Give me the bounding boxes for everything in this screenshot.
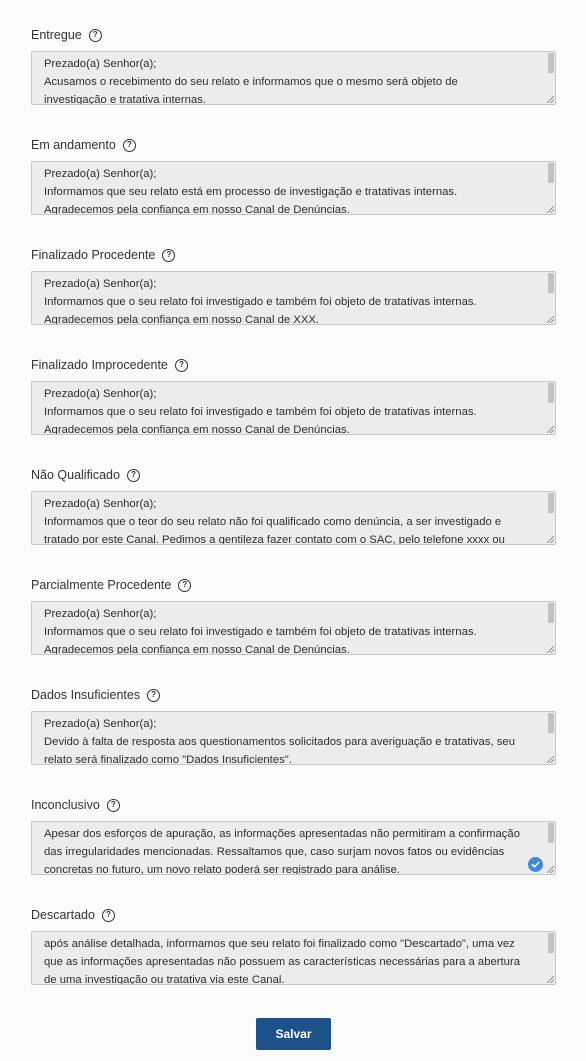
- field-finalizado-improcedente: [31, 355, 556, 435]
- message-textarea-parcialmente-procedente[interactable]: [31, 601, 556, 655]
- field-entregue: [31, 25, 556, 105]
- field-label-dados-insuficientes: Dados Insuficientes: [31, 688, 141, 702]
- message-text: Prezado(a) Senhor(a); Informamos que o seu relato foi investigado e também foi objeto de tratativas internas. Agradecemos pela confiança em nosso Canal de Denúncias.: [44, 388, 477, 435]
- help-icon[interactable]: ?: [102, 909, 115, 922]
- field-label-row: [31, 25, 556, 45]
- field-dados-insuficientes: [31, 685, 556, 765]
- resize-handle-icon[interactable]: [547, 866, 554, 873]
- scrollbar-thumb[interactable]: [548, 603, 554, 623]
- field-label-row: [31, 135, 556, 155]
- field-label-entregue: Entregue: [31, 28, 82, 42]
- message-text: Prezado(a) Senhor(a); Devido à falta de resposta aos questionamentos solicitados para averiguação e tratativas, seu relato será finalizado como "Dados Insuficientes".: [44, 718, 515, 765]
- help-icon[interactable]: ?: [175, 359, 188, 372]
- scrollbar-thumb[interactable]: [548, 933, 554, 953]
- field-em-andamento: [31, 135, 556, 215]
- scrollbar-thumb[interactable]: [548, 53, 554, 73]
- resize-handle-icon[interactable]: [547, 536, 554, 543]
- scrollbar-thumb[interactable]: [548, 383, 554, 403]
- message-textarea-finalizado-improcedente[interactable]: [31, 381, 556, 435]
- message-textarea-inconclusivo[interactable]: [31, 821, 556, 875]
- field-label-parcialmente-procedente: Parcialmente Procedente: [31, 578, 172, 592]
- help-icon[interactable]: ?: [123, 139, 136, 152]
- field-label-row: [31, 905, 556, 925]
- field-inconclusivo: [31, 795, 556, 875]
- scrollbar-thumb[interactable]: [548, 823, 554, 843]
- scrollbar-thumb[interactable]: [548, 713, 554, 733]
- field-label-finalizado-improcedente: Finalizado Improcedente: [31, 358, 168, 372]
- field-label-row: [31, 465, 556, 485]
- resize-handle-icon[interactable]: [547, 96, 554, 103]
- resize-handle-icon[interactable]: [547, 976, 554, 983]
- help-icon[interactable]: ?: [147, 689, 160, 702]
- resize-handle-icon[interactable]: [547, 756, 554, 763]
- scrollbar-thumb[interactable]: [548, 273, 554, 293]
- help-icon[interactable]: ?: [89, 29, 102, 42]
- field-parcialmente-procedente: [31, 575, 556, 655]
- message-textarea-entregue[interactable]: [31, 51, 556, 105]
- field-label-em-andamento: Em andamento: [31, 138, 116, 152]
- field-descartado: [31, 905, 556, 985]
- message-text: Apesar dos esforços de apuração, as informações apresentadas não permitiram a confirmação das irregularidades mencionadas. Ressaltamos que, caso surjam novos fatos ou evidências concretas no futuro, um novo relato poderá ser registrado para análise.: [44, 828, 520, 875]
- message-text: Prezado(a) Senhor(a); Informamos que o seu relato foi investigado e também foi objeto de tratativas internas. Agradecemos pela confiança em nosso Canal de Denúncias.: [44, 608, 477, 655]
- help-icon[interactable]: ?: [107, 799, 120, 812]
- check-circle-icon: [528, 857, 543, 872]
- message-text: Prezado(a) Senhor(a); Informamos que o seu relato foi investigado e também foi objeto de tratativas internas. Agradecemos pela confiança em nosso Canal de XXX.: [44, 278, 477, 325]
- resize-handle-icon[interactable]: [547, 646, 554, 653]
- scrollbar-thumb[interactable]: [548, 163, 554, 183]
- field-label-row: [31, 245, 556, 265]
- field-label-row: [31, 355, 556, 375]
- field-label-descartado: Descartado: [31, 908, 95, 922]
- field-nao-qualificado: [31, 465, 556, 545]
- scrollbar-thumb[interactable]: [548, 493, 554, 513]
- message-textarea-dados-insuficientes[interactable]: [31, 711, 556, 765]
- field-label-row: [31, 685, 556, 705]
- message-textarea-finalizado-procedente[interactable]: [31, 271, 556, 325]
- save-button[interactable]: Salvar: [256, 1018, 331, 1050]
- field-label-inconclusivo: Inconclusivo: [31, 798, 100, 812]
- field-label-nao-qualificado: Não Qualificado: [31, 468, 120, 482]
- field-label-row: [31, 575, 556, 595]
- message-textarea-em-andamento[interactable]: [31, 161, 556, 215]
- help-icon[interactable]: ?: [178, 579, 191, 592]
- resize-handle-icon[interactable]: [547, 206, 554, 213]
- field-label-row: [31, 795, 556, 815]
- help-icon[interactable]: ?: [162, 249, 175, 262]
- field-finalizado-procedente: [31, 245, 556, 325]
- resize-handle-icon[interactable]: [547, 426, 554, 433]
- resize-handle-icon[interactable]: [547, 316, 554, 323]
- message-text: Prezado(a) Senhor(a); Acusamos o recebimento do seu relato e informamos que o mesmo será objeto de investigação e tratativa internas.: [44, 58, 458, 105]
- message-textarea-descartado[interactable]: [31, 931, 556, 985]
- message-text: Prezado(a) Senhor(a); Informamos que seu relato está em processo de investigação e tratativas internas. Agradecemos pela confiança em nosso Canal de Denúncias.: [44, 168, 458, 215]
- message-textarea-nao-qualificado[interactable]: [31, 491, 556, 545]
- message-text: Prezado(a) Senhor(a); Informamos que o teor do seu relato não foi qualificado como denúncia, a ser investigado e tratado por este Canal. Pedimos a gentileza fazer contato com o SAC, pelo telefone xxxx ou: [44, 498, 505, 545]
- field-label-finalizado-procedente: Finalizado Procedente: [31, 248, 156, 262]
- message-text: após análise detalhada, informamos que seu relato foi finalizado como "Descartado", uma vez que as informações apresentadas não possuem as características necessárias para a abertura de uma investigação ou tratativa via este Canal.: [44, 938, 520, 985]
- checkmark-icon: [531, 860, 540, 869]
- help-icon[interactable]: ?: [127, 469, 140, 482]
